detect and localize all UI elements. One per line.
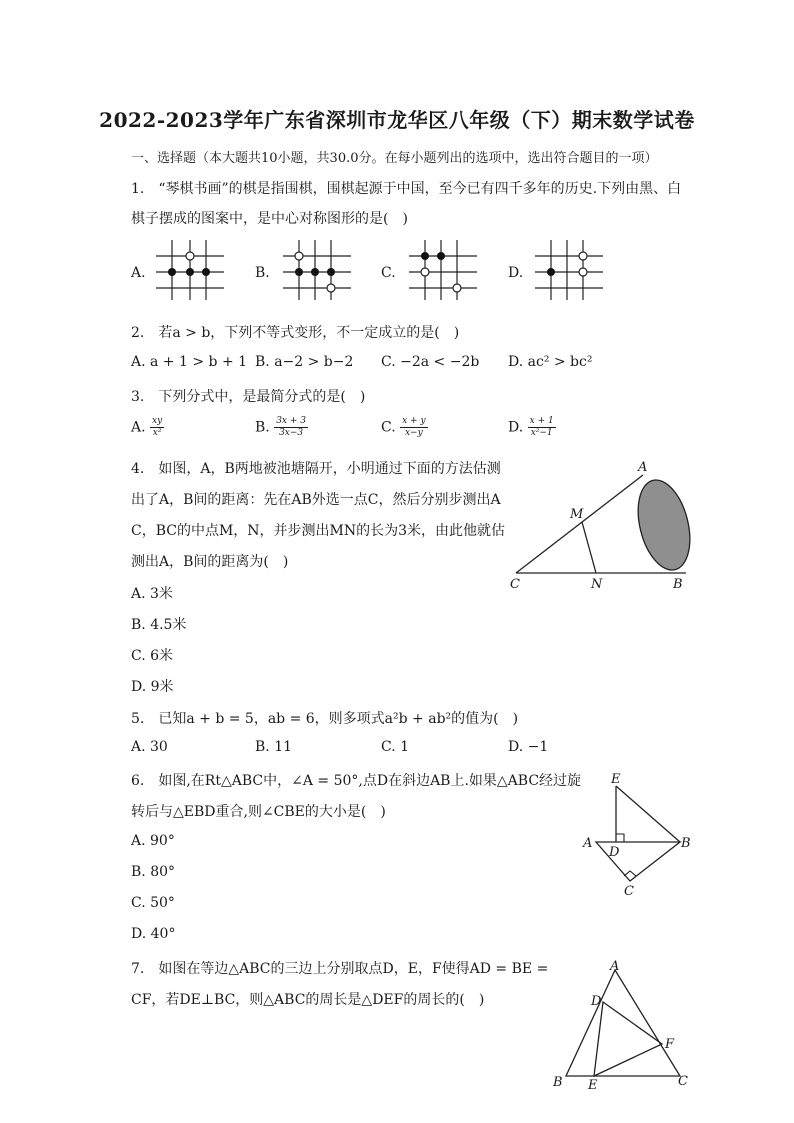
q6-triangle-figure [578,768,698,903]
black-stone-icon [168,268,176,276]
q4-option-c: C. 6米 [131,648,174,664]
point-c-label: C [624,884,634,899]
q2-stem: 2. 若a > b，下列不等式变形，不一定成立的是( ) [131,325,460,341]
q3-option-b [255,416,308,439]
point-e-label: E [588,1078,598,1093]
q5-option-b: B. 11 [255,739,293,755]
q4-pond-figure [500,455,710,595]
right-angle-mark-d [616,834,624,842]
fraction-numerator: 3x + 3 [276,416,306,426]
point-b-label: B [553,1075,563,1090]
q4-stem-line3: C，BC的中点M，N，并步测出MN的长为3米，由此他就估 [131,523,506,539]
point-c-label: C [510,577,520,592]
q6-option-a: A. 90° [131,833,175,849]
point-n-label: N [591,577,603,592]
q6-option-d: D. 40° [131,926,176,942]
q3-option-b-fraction [274,416,308,439]
white-stone-icon [186,252,194,260]
pond-shape [630,475,699,576]
q4-stem-line1: 4. 如图，A，B两地被池塘隔开，小明通过下面的方法估测 [131,461,501,477]
black-stone-icon [311,268,319,276]
black-stone-icon [547,268,555,276]
black-stone-icon [437,252,445,260]
white-stone-icon [327,284,335,292]
black-stone-icon [202,268,210,276]
fraction-denominator: 3x−3 [279,428,304,438]
triangle-abc [566,970,680,1076]
q4-stem-line2: 出了A，B间的距离：先在AB外选一点C，然后分别步测出A [131,492,501,508]
fraction-denominator: x²−1 [530,428,553,438]
q2-option-a: A. a + 1 > b + 1 [131,354,248,370]
black-stone-icon [186,268,194,276]
q1-option-b-go-pattern [279,238,355,302]
point-d-label: D [609,845,620,860]
q7-stem-line2: CF，若DE⊥BC，则△ABC的周长是△DEF的周长的( ) [131,992,485,1008]
white-stone-icon [579,252,587,260]
fraction-denominator: x² [152,428,162,438]
q1-option-c-label: C. [381,265,396,281]
q1-stem-line2: 棋子摆成的图案中，是中心对称图形的是( ) [131,211,408,227]
white-stone-icon [453,284,461,292]
q6-option-c: C. 50° [131,895,175,911]
q3-option-c [381,416,428,439]
q5-stem: 5. 已知a + b = 5，ab = 6，则多项式a²b + ab²的值为( ) [131,711,519,727]
q6-stem-line1: 6. 如图,在Rt△ABC中，∠A = 50°,点D在斜边AB上.如果△ABC经过旋 [131,773,582,789]
point-b-label: B [673,577,683,592]
point-d-label: D [591,994,602,1009]
q2-option-b: B. a−2 > b−2 [255,354,354,370]
q7-stem-line1: 7. 如图在等边△ABC的三边上分别取点D，E，F使得AD = BE = [131,961,549,977]
q1-option-d-go-pattern [531,238,607,302]
q1-option-c-go-pattern [405,238,481,302]
point-f-label: F [665,1037,675,1052]
white-stone-icon [295,252,303,260]
q5-option-d: D. −1 [508,739,549,755]
fraction-numerator: x + 1 [529,416,554,426]
segment-ca [516,475,643,573]
q1-option-d-label: D. [508,265,524,281]
q4-option-d: D. 9米 [131,679,174,695]
q6-option-b: B. 80° [131,864,176,880]
section-heading: 一、选择题（本大题共10小题，共30.0分。在每小题列出的选项中，选出符合题目的一项） [131,151,658,166]
q2-option-d: D. ac² > bc² [508,354,593,370]
point-e-label: E [611,772,621,787]
q5-option-c: C. 1 [381,739,410,755]
q3-option-d [508,416,556,439]
fraction-denominator: x−y [404,428,423,438]
q3-option-a [131,416,164,439]
q7-equilateral-figure [548,958,698,1093]
q1-option-b-label: B. [255,265,270,281]
point-a-label: A [610,959,620,974]
q4-stem-line4: 测出A，B间的距离为( ) [131,554,289,570]
q3-stem: 3. 下列分式中，是最简分式的是( ) [131,389,366,405]
black-stone-icon [295,268,303,276]
white-stone-icon [421,268,429,276]
fraction-numerator: xy [152,416,163,426]
q2-option-c: C. −2a < −2b [381,354,480,370]
point-a-label: A [638,460,648,475]
q3-option-a-label: A. [131,419,146,436]
triangle-def [594,1002,662,1076]
q4-option-b: B. 4.5米 [131,617,187,633]
point-a-label: A [583,836,593,851]
q6-stem-line2: 转后与△EBD重合,则∠CBE的大小是( ) [131,804,386,820]
q3-option-b-label: B. [255,419,270,436]
segment-mn [582,522,596,573]
q1-option-a-label: A. [131,265,146,281]
q3-option-c-label: C. [381,419,396,436]
segment-eb [616,786,680,842]
q4-option-a: A. 3米 [131,586,173,602]
q1-stem-line1: 1. “琴棋书画”的棋是指围棋，围棋起源于中国，至今已有四千多年的历史.下列由黑、白 [131,181,682,197]
q3-option-d-fraction [528,416,556,439]
q5-option-a: A. 30 [131,739,168,755]
fraction-numerator: x + y [402,416,426,426]
q3-option-a-fraction [150,416,164,439]
q3-option-c-fraction [400,416,427,439]
point-m-label: M [570,507,584,522]
point-c-label: C [678,1074,688,1089]
page-title: 2022-2023学年广东省深圳市龙华区八年级（下）期末数学试卷 [99,108,695,132]
point-b-label: B [681,836,691,851]
q3-option-d-label: D. [508,419,524,436]
q1-option-a-go-pattern [152,238,228,302]
black-stone-icon [421,252,429,260]
white-stone-icon [579,268,587,276]
black-stone-icon [327,268,335,276]
